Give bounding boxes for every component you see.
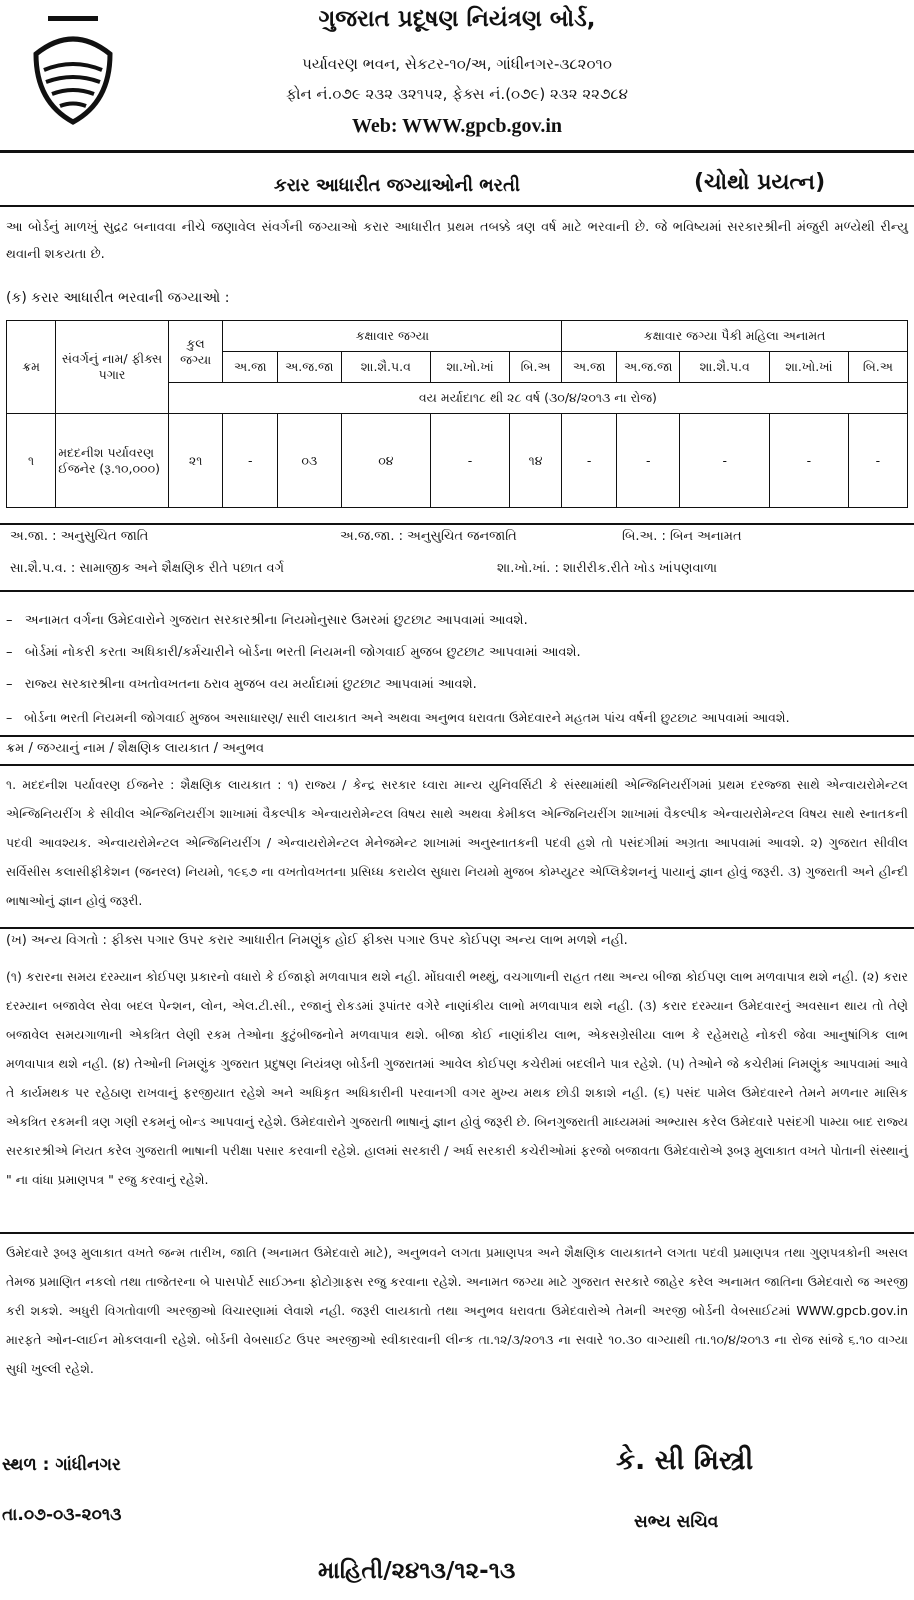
notice-attempt: (ચોથો પ્રયત્ન) — [694, 170, 826, 195]
cell-sr: ૧ — [7, 414, 56, 508]
th-w-sc: અ.જા — [562, 352, 617, 383]
place: સ્થળ : ગાંધીનગર — [2, 1455, 121, 1475]
qualification-text: ૧. મદદનીશ પર્યાવરણ ઈજનેર : શૈક્ષણિક લાયકાત : ૧) રાજ્ય / કેન્દ્ર સરકાર ધ્વારા માન્ય યુનિવર્સિટી કે સંસ્થામાંથી એન્જિનિયરીંગમાં પ્રથમ દરજ્જા સાથે એન્વાયરોમેન્ટલ એન્જિનિયરીંગ કે સીવીલ એન્જિનિયરીંગ શાખામાં વૈકલ્પીક એન્વાયરોમેન્ટલ વિષય સાથે અથવા કેમીકલ એન્જિનિયરીંગ શાખામાં વૈકલ્પીક એન્વાયરોમેન્ટલ વિષય સાથે સ્નાતકની પદવી આવશ્યક. એન્વાયરોમેન્ટલ એન્જિનિયરીંગ / એન્વાયરોમેન્ટલ મેનેજમેન્ટ શાખામાં અનુસ્નાતકની પદવી હશે તો પસંદગીમાં અગ્રતા આપવામાં આવશે. ૨) ગુજરાત સીવીલ સર્વિસીસ કલાસીફીકેશન (જનરલ) નિયમો, ૧૯૬૭ ના વખતોવખતના પ્રસિધ્ધ કરાયેલ સુધારા નિયમો મુજબ કોમ્પ્યુટર એપ્લિકેશનનું પાયાનું જ્ઞાન હોવું જરૂરી. ૩) ગુજરાતી અને હીન્દી ભાષાઓનું જ્ઞાન હોવું જરૂરી. — [6, 777, 908, 908]
section-kh-rule — [0, 927, 914, 929]
list-item: – બોર્ડના ભરતી નિયમની જોગવાઈ મુજબ અસાધારણ/ સારી લાયકાત અને અથવા અનુભવ ધરાવતા ઉમેદવારને મહતમ પાંચ વર્ષની છુટછાટ આપવામાં આવશે. — [6, 710, 790, 725]
title-divider — [0, 205, 914, 207]
vacancy-table — [6, 320, 908, 508]
terms-rule — [0, 1232, 914, 1234]
org-phone: ફોન નં.૦૭૯ ૨૩૨ ૩૨૧૫૨, ફેક્સ નં.(૦૭૯) ૨૩૨ ૨૨૭૮૪ — [286, 85, 628, 103]
org-website: Web: WWW.gpcb.gov.in — [351, 115, 563, 137]
notice-title: કરાર આધારીત જગ્યાઓની ભરતી — [274, 175, 521, 196]
th-w-st: અ.જ.જા — [617, 352, 680, 383]
cell-w-st: - — [617, 414, 680, 508]
legend-st: અ.જ.જા. : અનુસુચિત જનજાતિ — [340, 529, 517, 544]
th-ph: શા.ખો.ખાં — [431, 352, 510, 383]
th-gen: બિ.અ — [509, 352, 561, 383]
section-kh-heading: (ખ) અન્ય વિગતો : ફીક્સ પગાર ઉપર કરાર આધારીત નિમણુંક હોઈ ફીક્સ પગાર ઉપર કોઈપણ અન્ય લાભ મળશે નહી. — [6, 933, 628, 948]
qualification-rule — [0, 764, 914, 766]
application-paragraph: ઉમેદવારે રૂબરૂ મુલાકાત વખતે જન્મ તારીખ, જાતિ (અનામત ઉમેદવારો માટે), અનુભવને લગતા પ્રમાણપત્ર અને શૈક્ષણિક લાયકાતને લગતા પદવી પ્રમાણપત્ર તથા ગુણપત્રકોની અસલ તેમજ પ્રમાણિત નકલો તથા તાજેતરના બે પાસપોર્ટ સાઈઝના ફોટોગ્રાફસ રજુ કરવાના રહેશે. અનામત જગ્યા માટે ગુજરાત સરકારે જાહેર કરેલ અનામત જાતિના ઉમેદવારો જ અરજી કરી શકશે. અધુરી વિગતોવાળી અરજીઓ વિચારણામાં લેવાશે નહી. જરૂરી લાયકાતો તથા અનુભવ ધરાવતા ઉમેદવારોએ તેમની અરજી બોર્ડની વેબસાઈટમાં WWW.gpcb.gov.in મારફતે ઓન-લાઈન મોકલવાની રહેશે. બોર્ડની વેબસાઈટ ઉપર અરજીઓ સ્વીકારવાની લીન્ક તા.૧૨/૩/૨૦૧૩ ના સવારે ૧૦.૩૦ વાગ્યાથી તા.૧૦/૪/૨૦૧૩ ના રોજ સાંજે ૬.૧૦ વાગ્યા સુધી ખુલ્લી રહેશે. — [6, 1245, 908, 1376]
cell-post: મદદનીશ પર્યાવરણ ઈજનેર (રૂ.૧૦,૦૦૦) — [56, 414, 169, 508]
qualification-heading: ક્રમ / જગ્યાનું નામ / શૈક્ષણિક લાયકાત / અનુભવ — [6, 741, 265, 756]
cell-ph: - — [431, 414, 510, 508]
th-post: સંવર્ગનું નામ/ ફીક્સ પગાર — [56, 321, 169, 414]
legend-top-rule — [0, 523, 914, 525]
th-category: કક્ષાવાર જગ્યા — [223, 321, 562, 352]
cell-st: ૦૩ — [278, 414, 341, 508]
legend-gen: બિ.અ. : બિન અનામત — [622, 529, 742, 544]
section-k-heading: (ક) કરાર આધારીત ભરવાની જગ્યાઓ : — [6, 290, 230, 306]
intro-paragraph: આ બોર્ડનું માળખું સુદ્રઢ બનાવવા નીચે જણાવેલ સંવર્ગની જગ્યાઓ કરાર આધારીત પ્રથમ તબક્કે ત્રણ વર્ષ માટે ભરવાની છે. જે ભવિષ્યમાં સરકારશ્રીની મંજુરી મળ્યેથી રીન્યુ થવાની શકયતા છે. — [6, 220, 908, 262]
header-divider — [0, 150, 914, 153]
signatory-designation: સભ્ય સચિવ — [634, 1512, 719, 1532]
legend-sebc: સા.શૈ.પ.વ. : સામાજીક અને શૈક્ષણિક રીતે પછાત વર્ગ — [10, 561, 285, 576]
cell-w-gen: - — [848, 414, 907, 508]
list-item: – અનામત વર્ગના ઉમેદવારોને ગુજરાત સરકારશ્રીના નિયમોનુસાર ઉમરમાં છુટછાટ આપવામાં આવશે. — [6, 613, 528, 628]
legend-sc: અ.જા. : અનુસુચિત જાતિ — [10, 529, 149, 544]
legend-bottom-rule — [0, 590, 914, 592]
reference-number: માહિતી/૨૪૧૩/૧૨-૧૩ — [318, 1558, 516, 1584]
cell-w-sc: - — [562, 414, 617, 508]
th-women: કક્ષાવાર જગ્યા પૈકી મહિલા અનામત — [562, 321, 908, 352]
list-item: – બોર્ડમાં નોકરી કરતા અધિકારી/કર્મચારીને બોર્ડના ભરતી નિયમની જોગવાઈ મુજબ છુટછાટ આપવામાં આવશે. — [6, 645, 581, 660]
org-name: ગુજરાત પ્રદૂષણ નિયંત્રણ બોર્ડ, — [318, 6, 596, 32]
cell-gen: ૧૪ — [509, 414, 561, 508]
list-item: – રાજ્ય સરકારશ્રીના વખતોવખતના ઠરાવ મુજબ વય મર્યાદામાં છુટછાટ આપવામાં આવશે. — [6, 677, 477, 692]
bullets-rule — [0, 735, 914, 737]
th-sc: અ.જા — [223, 352, 278, 383]
org-address: પર્યાવરણ ભવન, સેકટર-૧૦/અ, ગાંધીનગર-૩૮૨૦૧૦ — [302, 55, 612, 73]
th-w-sebc: શા.શૈ.પ.વ — [680, 352, 770, 383]
cell-total: ૨૧ — [168, 414, 223, 508]
th-w-ph: શા.ખો.ખાં — [770, 352, 849, 383]
age-limit-note: વય મર્યાદા૧૮ થી ૨૮ વર્ષ (૩૦/૪/૨૦૧૩ ના રોજ) — [168, 383, 907, 414]
cell-sebc: ૦૪ — [341, 414, 431, 508]
cell-w-ph: - — [770, 414, 849, 508]
terms-paragraph: (૧) કરારના સમય દરમ્યાન કોઈપણ પ્રકારનો વધારો કે ઈજાફો મળવાપાત્ર થશે નહી. મોંઘવારી ભથ્થું, વચગાળાની રાહત તથા અન્ય બીજા કોઈપણ લાભ મળવાપાત્ર થશે નહી. (૨) કરાર દરમ્યાન બજાવેલ સેવા બદલ પેન્શન, લોન, એલ.ટી.સી., રજાનું રોકડમાં રૂપાંતર વગેરે નાણાંકીય લાભો મળવાપાત્ર થશે નહી. (૩) કરાર દરમ્યાન ઉમેદવારનું અવસાન થાય તો તેણે બજાવેલ સમયગાળાની એકત્રિત લેણી રકમ તેઓના કુટુંબીજનોને મળવાપાત્ર થશે. બીજા કોઈ નાણાંકીય લાભ, એકસગ્રેસીયા લાભ કે રહેમરાહે નોકરી જેવા આનુષાંગિક લાભ મળવાપાત્ર થશે નહી. (૪) તેઓની નિમણુંક ગુજરાત પ્રદુષણ નિયંત્રણ બોર્ડની ગુજરાતમાં આવેલ કોઈપણ કચેરીમાં બદલીને પાત્ર રહેશે. (૫) તેઓને જે કચેરીમાં નિમણુંક આપવામાં આવે તે કાર્યમથક પર રહેઠાણ રાખવાનું ફરજીયાત રહેશે અને અધિકૃત અધિકારીની પરવાનગી વગર મુખ્ય મથક છોડી શકાશે નહી. (૬) પસંદ પામેલ ઉમેદવારને તેમને મળનાર માસિક એકત્રિત રકમની ત્રણ ગણી રકમનું બોન્ડ આપવાનું રહેશે. ઉમેદવારોને ગુજરાતી ભાષાનું જ્ઞાન હોવું જરૂરી છે. બિનગુજરાતી માધ્યમમાં અભ્યાસ કરેલ ઉમેદવારે પસંદગી પામ્યા બાદ રાજ્ય સરકારશ્રીએ નિયત કરેલ ગુજરાતી ભાષાની પરીક્ષા પસાર કરવાની રહેશે. હાલમાં સરકારી / અર્ધ સરકારી કચેરીઓમાં ફરજો બજાવતા ઉમેદવારોએ રૂબરૂ મુલાકાત વખતે પોતાની સંસ્થાનું " ના વાંધા પ્રમાણપત્ર " રજુ કરવાનું રહેશે. — [6, 969, 908, 1187]
th-total: કુલ જગ્યા — [168, 321, 223, 383]
signatory-name: કે. સી મિસ્ત્રી — [616, 1445, 754, 1476]
cell-w-sebc: - — [680, 414, 770, 508]
th-st: અ.જ.જા — [278, 352, 341, 383]
table-row — [7, 414, 908, 508]
legend-ph: શા.ખો.ખાં. : શારીરીક.રીતે ખોડ ખાંપણવાળા — [497, 561, 718, 576]
th-w-gen: બિ.અ — [848, 352, 907, 383]
th-sr: ક્રમ — [7, 321, 56, 414]
cell-sc: - — [223, 414, 278, 508]
date: તા.૦૭-૦૩-૨૦૧૩ — [2, 1505, 122, 1525]
th-sebc: શા.શૈ.પ.વ — [341, 352, 431, 383]
